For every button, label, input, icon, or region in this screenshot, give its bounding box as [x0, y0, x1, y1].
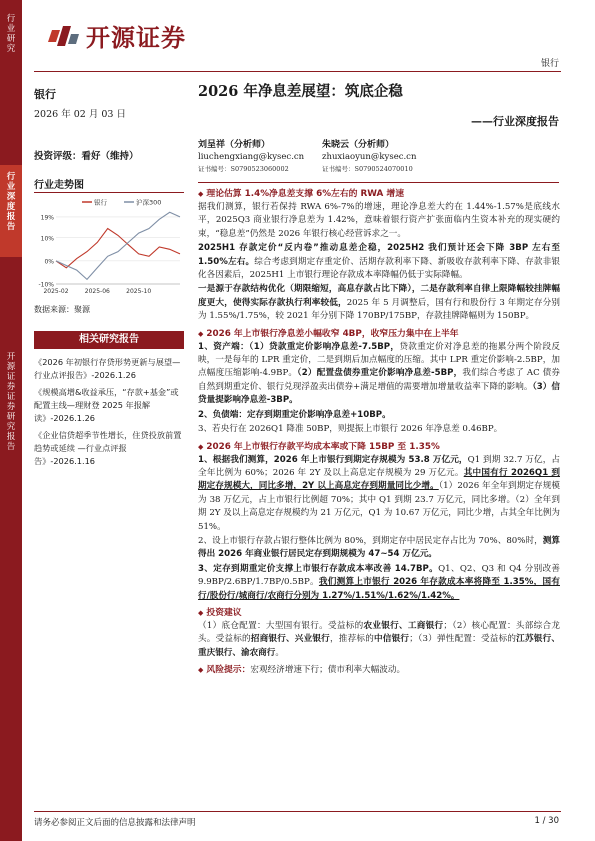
y-tick-label: 19%	[40, 214, 54, 222]
x-tick-label: 2025-10	[126, 288, 152, 295]
chart-source: 数据来源：聚源	[34, 305, 90, 314]
page-number: 1 / 30	[534, 816, 559, 826]
report-body	[198, 187, 560, 679]
paragraph: 据我们测算，银行若保持 RWA 6%-7%的增速，理论净息差大约在 1.44%-1.57%是底线水平，2025Q3 商业银行净息差为 1.42%，意味着银行资产扩张面临内生资本补充的现实硬约束，“稳息差”仍然是 2026 年银行核心经营诉求之一。	[198, 202, 560, 239]
side-tag-report-type: 行业深度报告	[6, 172, 16, 232]
paragraph: 2、设上市银行存款占银行整体比例为 80%，到期定存中居民定存占比为 70%、80%时，测算得出 2026 年商业银行居民定存到期规模为 47~54 万亿元。	[198, 535, 560, 560]
related-report-item[interactable]: 《规模高增&收益承压，“存款+基金”或配置主线—理财登 2025 年报解读》-2026.1.26	[34, 387, 179, 423]
report-subtitle: ——行业深度报告	[471, 115, 559, 128]
y-tick-label: -10%	[38, 281, 54, 289]
trend-chart-title: 行业走势图	[34, 180, 84, 191]
section-heading: ◆ 理论估算 1.4%净息差支撑 6%左右的 RWA 增速	[198, 187, 560, 201]
section-heading: ◆ 投资建议	[198, 606, 560, 620]
paragraph: 2025H1 存款定价“反内卷”推动息差企稳，2025H2 我们预计还会下降 3BP 左右至 1.50%左右。综合考虑到期定存重定价、活期存款利率下降、新吸收存款利率下降、存款非银化各因素后，2025H1 上市银行理论存款成本率降幅仍低于实际降幅。	[198, 243, 560, 281]
analyst-email[interactable]: liuchengxiang@kysec.cn	[198, 152, 305, 162]
trend-chart-svg	[34, 196, 184, 300]
analyst-license: 证书编号：S0790524070010	[322, 165, 413, 173]
investment-rating: 投资评级：看好（维持）	[34, 151, 139, 162]
paragraph: （1）底仓配置：大型国有银行。受益标的农业银行、工商银行；（2）核心配置：头部综合龙头。受益标的招商银行、兴业银行，推荐标的中信银行；（3）弹性配置：受益标的江苏银行、重庆银行、渝农商行。	[198, 620, 560, 658]
y-tick-label: 0%	[44, 258, 54, 266]
analyst-card	[198, 139, 304, 175]
paragraph: 2、负债端：定存到期重定价影响净息差+10BP。	[198, 409, 391, 420]
footer-divider	[34, 811, 561, 812]
x-tick-label: 2025-02	[43, 288, 69, 295]
paragraph: 1、根据我们测算，2026 年上市银行到期定存规模为 53.8 万亿元，Q1 到期 32.7 万亿，占全年比例为 60%；2026 年 2Y 及以上高息定存规模为 29 万亿元。其中国有行 2026Q1 到期定存规模大，同比多增，2Y 以上高息定存到期量同比少增。（1）2026 年全年到期定存规模为 38 万亿元，占上市银行比例超 70%；其中 Q1 到期 23.7 万亿元，同比多增。（2）全年到期 2Y 及以上高息定存规模约为 21 万亿元，Q1 为 10.67 万亿元，同比少增，占其全年比例为 51%。	[198, 454, 561, 532]
analyst-card	[322, 139, 416, 175]
header-divider	[34, 71, 561, 72]
industry-label: 银行	[34, 88, 56, 101]
report-date: 2026 年 02 月 03 日	[34, 109, 126, 120]
paragraph: 一是源于存款结构优化（期限缩短，高息存款占比下降），二是存款利率自律上限降幅较挂牌幅度更大，使得实际存款执行利率较低，2025 年 5 月调整后，国有行和股份行 3 年期定存分别为 1.55%/1.75%，较 2021 年分别下降 170BP/175BP，存款挂牌降幅则为 150BP。	[198, 284, 560, 322]
side-tag-brand: 开源证券 证券研究报告	[6, 352, 16, 452]
brand-logo	[46, 18, 186, 53]
paragraph: 1、资产端：（1）贷款重定价影响净息差-7.5BP，贷款重定价对净息差的拖累分两个阶段反映，一是每年的 LPR 重定价，二是到期后加点幅度的压缩。其中 LPR 重定价影响-2.5BP，加点幅度压缩影响-4.9BP。（2）配置盘债券重定价影响净息差-5BP，我们综合考虑了 AC 债券自然到期重定价、银行兑现浮盈卖出债券+满足增值的需要增加增量收益率下降的影响。（3）信贷量提影响净息差-3BP。	[198, 341, 561, 406]
related-report-item[interactable]: 《2026 年初银行存贷形势更新与展望—行业点评报告》-2026.1.26	[34, 357, 181, 380]
related-reports-list	[34, 356, 186, 472]
x-tick-label: 2025-06	[84, 288, 110, 295]
series-line	[56, 229, 180, 268]
report-title: 2026 年净息差展望：筑底企稳	[198, 83, 403, 100]
legend-label: 银行	[94, 198, 107, 207]
legend-label: 沪深300	[136, 198, 162, 207]
industry-tag: 银行	[540, 59, 559, 69]
section-heading: ◆ 2026 年上市银行净息差小幅收窄 4BP，收窄压力集中在上半年	[198, 327, 560, 341]
series-line	[56, 212, 180, 279]
logo-mark-icon	[46, 22, 80, 50]
analyst-license: 证书编号：S0790523060002	[198, 165, 289, 173]
analyst-divider	[198, 182, 559, 183]
related-reports-title: 相关研究报告	[34, 331, 184, 349]
analyst-name: 刘呈祥（分析师）	[198, 140, 271, 150]
side-tag-research: 行业研究	[6, 14, 16, 54]
analyst-email[interactable]: zhuxiaoyun@kysec.cn	[322, 152, 417, 162]
trend-divider	[34, 192, 184, 193]
footer-disclaimer: 请务必参阅正文后面的信息披露和法律声明	[34, 818, 196, 828]
risk-warning: ◆ 风险提示：宏观经济增速下行；债市利率大幅波动。	[198, 663, 560, 677]
analyst-name: 朱晓云（分析师）	[322, 140, 395, 150]
paragraph: 3、若央行在 2026Q1 降准 50BP，则提振上市银行 2026 年净息差 0.46BP。	[198, 424, 503, 435]
section-heading: ◆ 2026 年上市银行存款平均成本率或下降 15BP 至 1.35%	[198, 440, 560, 454]
trend-chart	[34, 196, 184, 300]
brand-name: 开源证券	[86, 24, 186, 52]
related-report-item[interactable]: 《企业信贷超季节性增长，住贷投放前置趋势或延续 —行业点评报告》-2026.1.16	[34, 430, 182, 466]
paragraph: 3、定存到期重定价支撑上市银行存款成本率改善 14.7BP。Q1、Q2、Q3 和 Q4 分别改善 9.9BP/2.6BP/1.7BP/0.5BP。我们测算上市银行 2026 年存款成本率将降至 1.35%，国有行/股份行/城商行/农商行分别为 1.27%/1.51%/1.62%/1.42%。	[198, 563, 560, 601]
y-tick-label: 10%	[40, 235, 54, 243]
